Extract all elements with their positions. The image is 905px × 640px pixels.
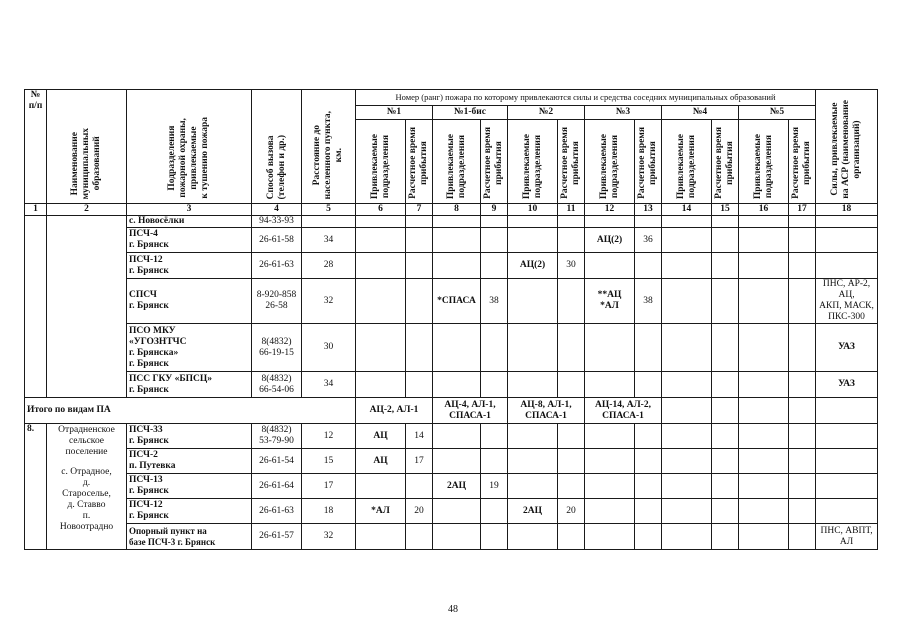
totals-row [25,398,878,424]
rank1-units: АЦ [356,424,406,449]
totals-label: Итого по видам ПА [25,398,356,424]
rank-1bis: №1-бис [433,106,508,120]
phone: 26-61-54 [252,449,302,474]
asr-forces: ПНС, АР-2, АЦ, АКП, МАСК, ПКС-300 [816,279,878,324]
rank3-time: 36 [635,228,662,253]
column-number: 1 [25,204,47,216]
rank-3: №3 [585,106,662,120]
unit-name: с. Новосёлки [127,216,252,228]
table-row [25,499,878,524]
column-number: 16 [739,204,789,216]
page-number: 48 [448,604,458,615]
table-row [25,424,878,449]
phone: 94-33-93 [252,216,302,228]
rank1-time: 20 [406,499,433,524]
subheader-time: Расчетное время прибытия [558,120,585,204]
column-number: 8 [433,204,481,216]
rank1bis-time: 19 [481,474,508,499]
column-number: 2 [47,204,127,216]
rank1-time: 14 [406,424,433,449]
asr-forces: УАЗ [816,372,878,398]
column-number: 14 [662,204,712,216]
rank3-units: АЦ(2) [585,228,635,253]
column-number: 6 [356,204,406,216]
rank2-units: АЦ(2) [508,253,558,279]
phone: 26-61-63 [252,253,302,279]
distance: 18 [302,499,356,524]
subheader-units: Привлекаемые подразделения [739,120,789,204]
total-rank3: АЦ-14, АЛ-2, СПАСА-1 [585,398,662,424]
subheader-time: Расчетное время прибытия [481,120,508,204]
unit-name: ПСЧ-4 г. Брянск [127,228,252,253]
table-row [25,372,878,398]
table-row [25,324,878,372]
municipality-name: Отрадненское сельское поселение с. Отрадное, д. Староселье, д. Ставво п. Новоотрадно [47,424,127,550]
header-num: № п/п [25,90,47,204]
rank3-time: 38 [635,279,662,324]
rank-1: №1 [356,106,433,120]
column-number: 3 [127,204,252,216]
column-number: 18 [816,204,878,216]
rank1bis-time: 38 [481,279,508,324]
distance: 34 [302,228,356,253]
total-rank2: АЦ-8, АЛ-1, СПАСА-1 [508,398,585,424]
header-municipality: Наименование муниципальных образований [47,90,127,204]
unit-name: ПСЧ-33 г. Брянск [127,424,252,449]
unit-name: СПСЧ г. Брянск [127,279,252,324]
column-number: 15 [712,204,739,216]
column-number: 4 [252,204,302,216]
phone: 26-61-64 [252,474,302,499]
distance: 15 [302,449,356,474]
rank1bis-units: *СПАСА [433,279,481,324]
distance: 32 [302,524,356,550]
distance: 32 [302,279,356,324]
subheader-units: Привлекаемые подразделения [356,120,406,204]
header-call-method: Способ вызова (телефон и др.) [252,90,302,204]
phone: 8-920-858 26-58 [252,279,302,324]
table-row [25,253,878,279]
column-number: 11 [558,204,585,216]
phone: 26-61-63 [252,499,302,524]
rank3-units: **АЦ *АЛ [585,279,635,324]
asr-forces: ПНС, АВПТ, АЛ [816,524,878,550]
column-number: 13 [635,204,662,216]
total-rank1bis: АЦ-4, АЛ-1, СПАСА-1 [433,398,508,424]
subheader-time: Расчетное время прибытия [712,120,739,204]
distance: 28 [302,253,356,279]
subheader-units: Привлекаемые подразделения [585,120,635,204]
table-row [25,279,878,324]
rank-2: №2 [508,106,585,120]
subheader-units: Привлекаемые подразделения [662,120,712,204]
table-row [25,228,878,253]
subheader-time: Расчетное время прибытия [406,120,433,204]
unit-name: ПСО МКУ «УГОЗНТЧС г. Брянска» г. Брянск [127,324,252,372]
table-row [25,474,878,499]
phone: 26-61-58 [252,228,302,253]
rank-4: №4 [662,106,739,120]
column-number: 17 [789,204,816,216]
column-number-row [25,204,878,216]
unit-name: ПСЧ-12 г. Брянск [127,253,252,279]
phone: 8(4832) 66-19-15 [252,324,302,372]
unit-name: ПСС ГКУ «БПСЦ» г. Брянск [127,372,252,398]
header-units: Подразделения пожарной охраны, привлекаемые к тушению пожара [127,90,252,204]
unit-name: ПСЧ-12 г. Брянск [127,499,252,524]
subheader-time: Расчетное время прибытия [635,120,662,204]
section-number: 8. [25,424,47,550]
rank2-time: 20 [558,499,585,524]
rank1bis-units: 2АЦ [433,474,481,499]
rank1-units: *АЛ [356,499,406,524]
subheader-units: Привлекаемые подразделения [508,120,558,204]
rank2-time: 30 [558,253,585,279]
table-row [25,449,878,474]
allocation-table [24,89,878,550]
distance: 34 [302,372,356,398]
table-row [25,216,878,228]
column-number: 5 [302,204,356,216]
column-number: 7 [406,204,433,216]
distance: 17 [302,474,356,499]
header-rank-group: Номер (ранг) пожара по которому привлекаются силы и средства соседних муниципальных образований [356,90,816,106]
column-number: 12 [585,204,635,216]
rank-5: №5 [739,106,816,120]
column-number: 9 [481,204,508,216]
unit-name: Опорный пункт на базе ПСЧ-3 г. Брянск [127,524,252,550]
distance: 30 [302,324,356,372]
unit-name: ПСЧ-13 г. Брянск [127,474,252,499]
phone: 8(4832) 66-54-06 [252,372,302,398]
header-distance: Расстояние до населенного пункта, км. [302,90,356,204]
rank1-time: 17 [406,449,433,474]
subheader-units: Привлекаемые подразделения [433,120,481,204]
table-row [25,524,878,550]
distance: 12 [302,424,356,449]
asr-forces: УАЗ [816,324,878,372]
column-number: 10 [508,204,558,216]
phone: 26-61-57 [252,524,302,550]
rank1-units: АЦ [356,449,406,474]
header-asr: Силы, привлекаемые на АСР (наименование организаций) [816,90,878,204]
phone: 8(4832) 53-79-90 [252,424,302,449]
subheader-time: Расчетное время прибытия [789,120,816,204]
rank2-units: 2АЦ [508,499,558,524]
total-rank1: АЦ-2, АЛ-1 [356,398,433,424]
unit-name: ПСЧ-2 п. Путевка [127,449,252,474]
